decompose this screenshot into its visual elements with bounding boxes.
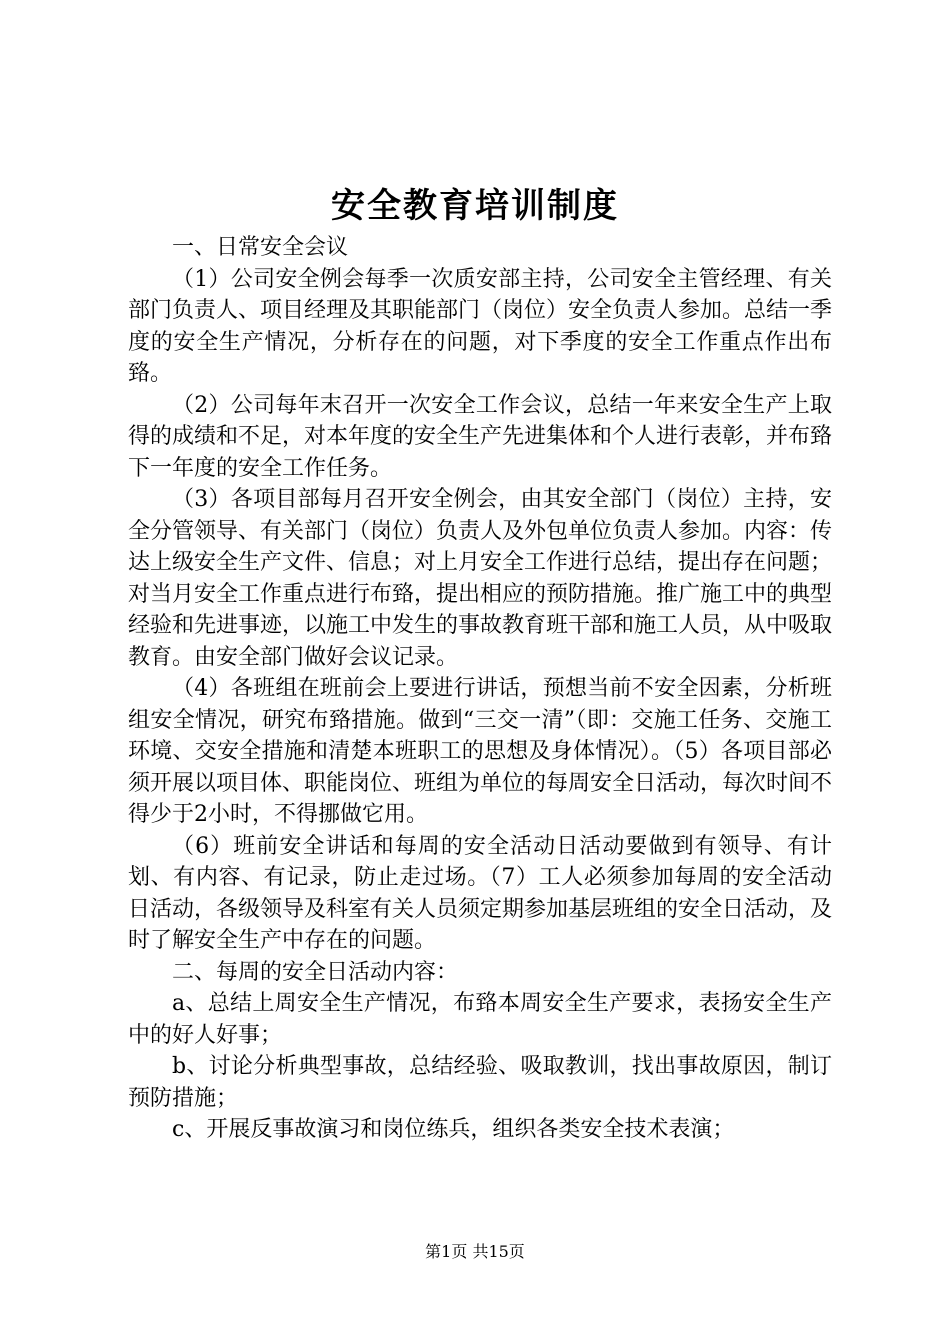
list-item-c: c、开展反事故演习和岗位练兵，组织各类安全技术表演；: [172, 1117, 735, 1142]
list-item-a: a、总结上周安全生产情况，布臵本周安全生产要求，表扬安全生产中的好人好事；: [128, 991, 832, 1048]
section-heading-daily-meetings: 一、日常安全会议: [172, 235, 349, 260]
paragraph-item-4-5: （4）各班组在班前会上要进行讲话，预想当前不安全因素，分析班组安全情况，研究布臵措施。做到“三交一清”（即：交施工任务、交施工环境、交安全措施和清楚本班职工的思想及身体情况）。（5）各项目部必须开展以项目体、职能岗位、班组为单位的每周安全日活动，每次时间不得少于2小时，不得挪做它用。: [128, 676, 833, 827]
document-body: [128, 232, 832, 1146]
paragraph-item-1: （1）公司安全例会每季一次质安部主持，公司安全主管经理、有关部门负责人、项目经理及其职能部门（岗位）安全负责人参加。总结一季度的安全生产情况，分析存在的问题，对下季度的安全工作重点作出布臵。: [128, 266, 833, 386]
paragraph-item-2: （2）公司每年末召开一次安全工作会议，总结一年来安全生产上取得的成绩和不足，对本年度的安全生产先进集体和个人进行表彰，并布臵下一年度的安全工作任务。: [128, 392, 833, 481]
page-number-footer: 第1页 共15页: [425, 1242, 525, 1261]
list-item-b: b、讨论分析典型事故，总结经验、吸取教训，找出事故原因，制订预防措施；: [128, 1054, 832, 1111]
paragraph-item-3: （3）各项目部每月召开安全例会，由其安全部门（岗位）主持，安全分管领导、有关部门（岗位）负责人及外包单位负责人参加。内容：传达上级安全生产文件、信息；对上月安全工作进行总结，提出存在问题；对当月安全工作重点进行布臵，提出相应的预防措施。推广施工中的典型经验和先进事迹，以施工中发生的事故教育班干部和施工人员，从中吸取教育。由安全部门做好会议记录。: [128, 487, 833, 670]
document-title: 安全教育培训制度: [331, 186, 619, 226]
section-heading-weekly-activities: 二、每周的安全日活动内容：: [172, 959, 459, 985]
paragraph-item-6-7: （6）班前安全讲话和每周的安全活动日活动要做到有领导、有计划、有内容、有记录，防止走过场。（7）工人必须参加每周的安全活动日活动，各级领导及科室有关人员须定期参加基层班组的安全日活动，及时了解安全生产中存在的问题。: [128, 833, 833, 953]
